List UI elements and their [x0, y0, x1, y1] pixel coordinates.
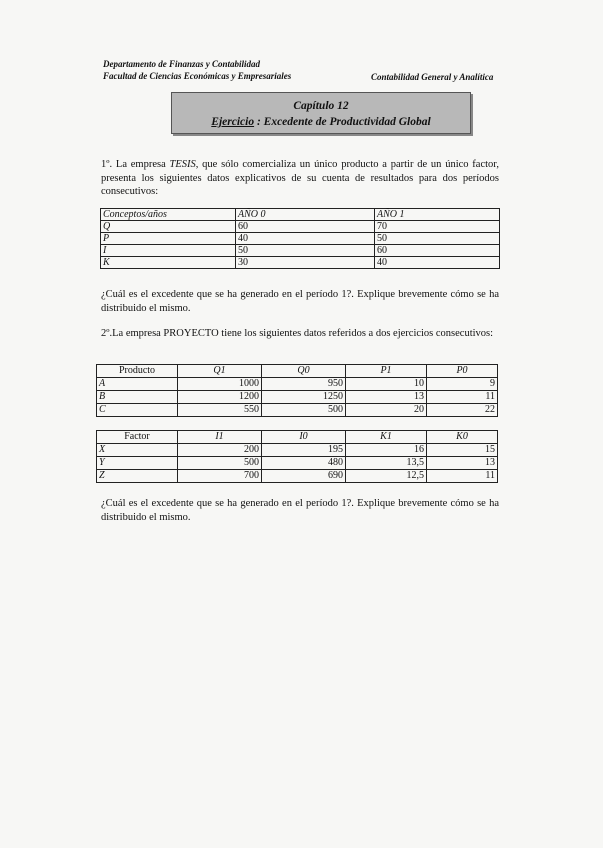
header-concepts: Conceptos/años	[101, 209, 236, 221]
cell: 13	[427, 457, 498, 470]
cell: 1250	[262, 391, 346, 404]
cell: 9	[427, 378, 498, 391]
table-row	[101, 221, 500, 233]
cell: 500	[262, 404, 346, 417]
cell: 13,5	[346, 457, 427, 470]
row-label: X	[97, 444, 178, 457]
cell: 60	[375, 245, 500, 257]
exercise-1-number: 1º. La empresa	[101, 159, 170, 170]
title-box	[171, 92, 471, 134]
table-products	[96, 364, 498, 417]
cell: 690	[262, 470, 346, 483]
cell: 1200	[178, 391, 262, 404]
table-row	[101, 257, 500, 269]
header-product: Producto	[97, 365, 178, 378]
header-institution	[103, 58, 291, 82]
cell: 950	[262, 378, 346, 391]
table-row	[101, 245, 500, 257]
row-label: C	[97, 404, 178, 417]
cell: 200	[178, 444, 262, 457]
table-row	[97, 391, 498, 404]
cell: 10	[346, 378, 427, 391]
department-name: Departamento de Finanzas y Contabilidad	[103, 59, 261, 69]
cell: 40	[236, 233, 375, 245]
header-i1: I1	[178, 431, 262, 444]
row-label: A	[97, 378, 178, 391]
cell: 60	[236, 221, 375, 233]
table-exercise-1	[100, 208, 500, 269]
exercise-label: Ejercicio	[211, 116, 255, 128]
cell: 40	[375, 257, 500, 269]
subject-name: Contabilidad General y Analítica	[371, 72, 494, 82]
cell: 30	[236, 257, 375, 269]
exercise-2-statement: 2º.La empresa PROYECTO tiene los siguientes datos referidos a dos ejercicios consecutivos:	[101, 328, 494, 339]
cell: 11	[427, 470, 498, 483]
cell: 550	[178, 404, 262, 417]
cell: 12,5	[346, 470, 427, 483]
cell: 480	[262, 457, 346, 470]
cell: 22	[427, 404, 498, 417]
row-label: Z	[97, 470, 178, 483]
header-p0: P0	[427, 365, 498, 378]
exercise-subtitle: : Excedente de Productividad Global	[256, 116, 431, 128]
cell: 13	[346, 391, 427, 404]
table-header-row	[101, 209, 500, 221]
header-year-1: AÑO 1	[375, 209, 500, 221]
header-k1: K1	[346, 431, 427, 444]
cell: 50	[375, 233, 500, 245]
table-header-row	[97, 431, 498, 444]
header-q1: Q1	[178, 365, 262, 378]
exercise-1-question: ¿Cuál es el excedente que se ha generado en el período 1?. Explique brevemente cómo se ha distribuido el mismo.	[101, 289, 499, 314]
row-label: B	[97, 391, 178, 404]
cell: 500	[178, 457, 262, 470]
exercise-title	[172, 114, 470, 130]
cell: 70	[375, 221, 500, 233]
exercise-1-text: , que sólo comercializa un único producto a partir de un único factor, presenta los siguientes datos explicativos de su cuenta de resultados para dos períodos consecutivos:	[101, 159, 499, 197]
cell: 700	[178, 470, 262, 483]
header-year-0: AÑO 0	[236, 209, 375, 221]
table-row	[97, 444, 498, 457]
table-header-row	[97, 365, 498, 378]
cell: 11	[427, 391, 498, 404]
header-i0: I0	[262, 431, 346, 444]
table-row	[97, 457, 498, 470]
table-row	[97, 378, 498, 391]
header-factor: Factor	[97, 431, 178, 444]
cell: 20	[346, 404, 427, 417]
cell: 195	[262, 444, 346, 457]
cell: 16	[346, 444, 427, 457]
row-label: P	[101, 233, 236, 245]
header-k0: K0	[427, 431, 498, 444]
exercise-2-question: ¿Cuál es el excedente que se ha generado en el período 1?. Explique brevemente cómo se ha distribuido el mismo.	[101, 498, 499, 523]
cell: 1000	[178, 378, 262, 391]
header-q0: Q0	[262, 365, 346, 378]
table-row	[97, 404, 498, 417]
cell: 15	[427, 444, 498, 457]
table-row	[101, 233, 500, 245]
header-p1: P1	[346, 365, 427, 378]
cell: 50	[236, 245, 375, 257]
row-label: K	[101, 257, 236, 269]
chapter-title: Capítulo 12	[293, 100, 349, 112]
company-name: TESIS	[169, 159, 196, 170]
table-factors	[96, 430, 498, 483]
row-label: Q	[101, 221, 236, 233]
faculty-name: Facultad de Ciencias Económicas y Empresariales	[103, 71, 292, 81]
row-label: I	[101, 245, 236, 257]
table-row	[97, 470, 498, 483]
row-label: Y	[97, 457, 178, 470]
exercise-1-statement	[101, 158, 499, 199]
